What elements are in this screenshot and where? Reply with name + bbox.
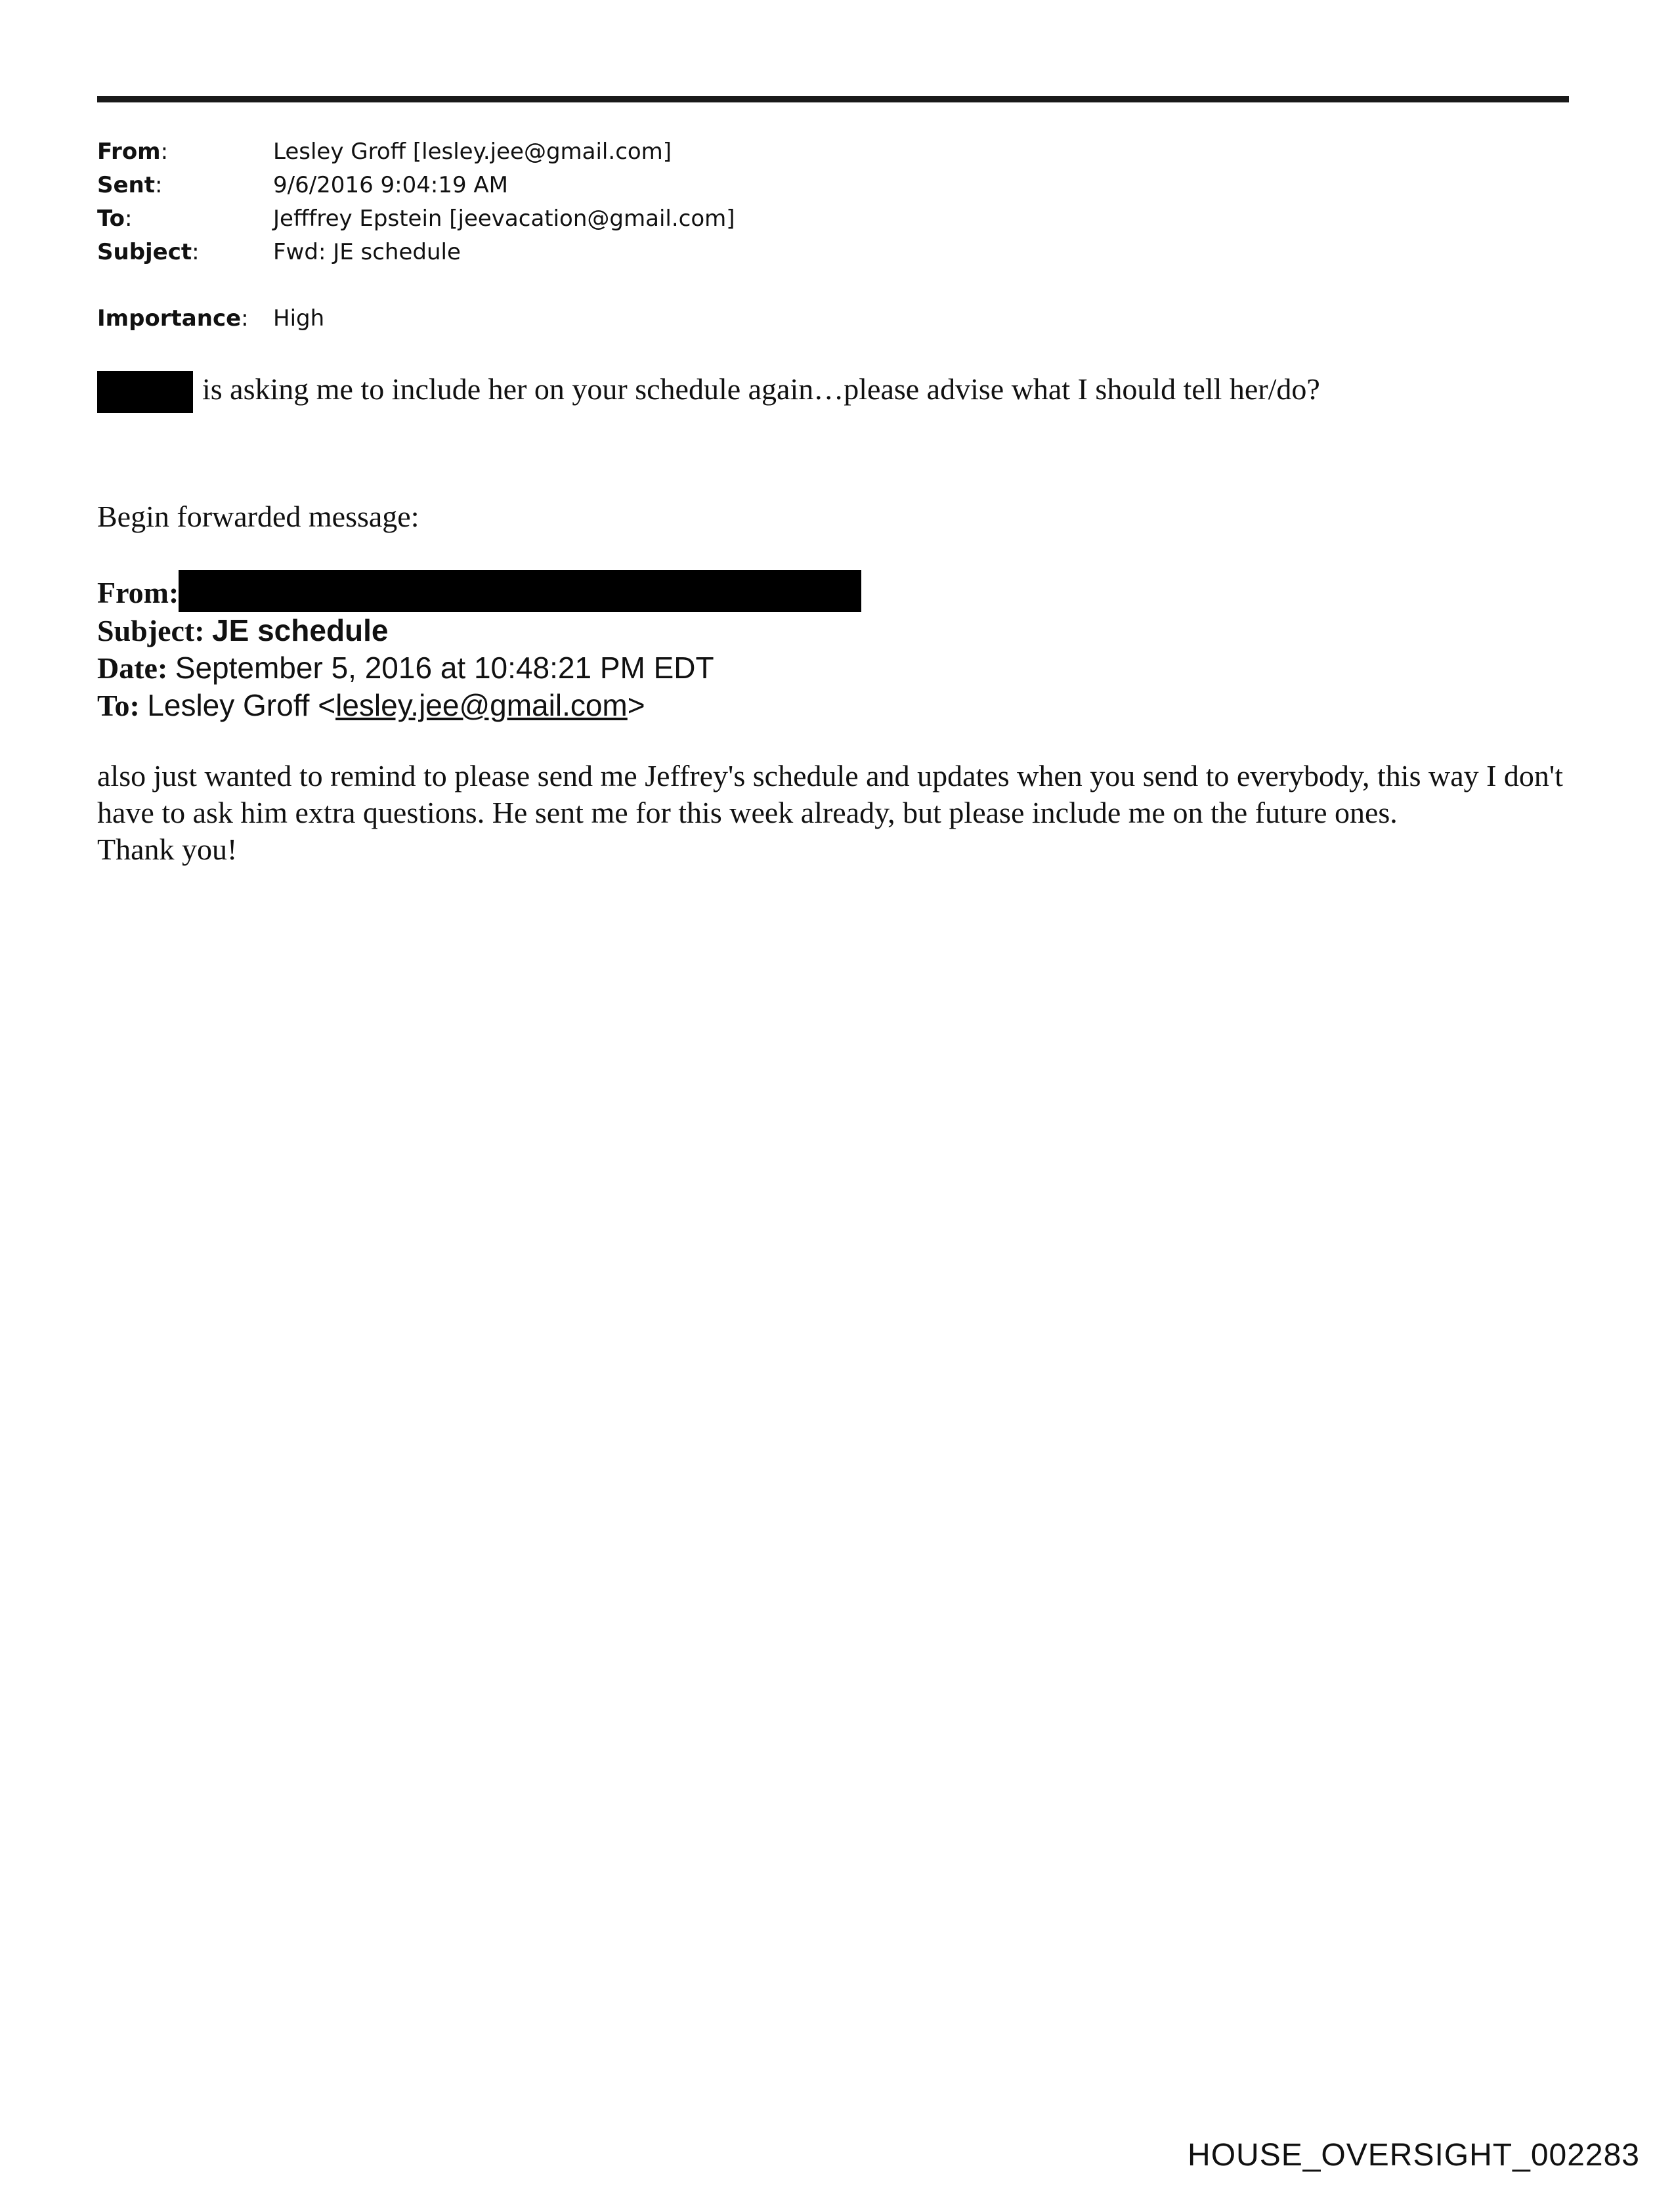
header-subject-row: Subject: Fwd: JE schedule xyxy=(97,236,735,269)
header-from-row: From: Lesley Groff [lesley.jee@gmail.com] xyxy=(97,135,735,169)
header-to-value: Jefffrey Epstein [jeevacation@gmail.com] xyxy=(273,206,735,232)
header-to-row: To: Jefffrey Epstein [jeevacation@gmail.com] xyxy=(97,202,735,236)
forwarded-subject-value: JE schedule xyxy=(212,613,389,647)
forwarded-header xyxy=(97,570,861,724)
forwarded-from-label: From: xyxy=(97,576,179,609)
header-sent-value: 9/6/2016 9:04:19 AM xyxy=(273,172,508,198)
header-sent-row: Sent: 9/6/2016 9:04:19 AM xyxy=(97,169,735,202)
header-sent-label: Sent xyxy=(97,172,156,198)
message-line-1-text: is asking me to include her on your schedule again…please advise what I should tell her/do? xyxy=(202,372,1320,406)
header-to-label: To xyxy=(97,206,125,232)
forwarded-to-name: Lesley Groff < xyxy=(147,688,336,722)
forwarded-from-row xyxy=(97,570,861,612)
header-from-value: Lesley Groff [lesley.jee@gmail.com] xyxy=(273,139,672,165)
top-rule xyxy=(97,96,1569,102)
forwarded-date-value: September 5, 2016 at 10:48:21 PM EDT xyxy=(175,651,714,685)
message-line-1 xyxy=(97,370,1320,413)
email-header xyxy=(97,135,735,336)
forwarded-to-email-link[interactable]: lesley.jee@gmail.com xyxy=(335,688,628,722)
begin-forwarded-text: Begin forwarded message: xyxy=(97,500,419,533)
forwarded-date-label: Date: xyxy=(97,651,168,685)
redaction-box xyxy=(97,371,193,413)
forwarded-subject-label: Subject: xyxy=(97,614,205,647)
forwarded-to-label: To: xyxy=(97,689,140,722)
header-subject-value: Fwd: JE schedule xyxy=(273,239,461,265)
header-importance-label: Importance xyxy=(97,305,242,332)
header-subject-label: Subject xyxy=(97,239,192,265)
forwarded-sign-off: Thank you! xyxy=(97,833,238,866)
forwarded-date-row xyxy=(97,649,861,687)
forwarded-subject-row xyxy=(97,612,861,649)
header-importance-value: High xyxy=(273,305,325,332)
header-importance-row: Importance: High xyxy=(97,302,735,336)
redaction-box xyxy=(179,570,861,612)
forwarded-to-close: > xyxy=(627,688,645,722)
forwarded-body-text: also just wanted to remind to please send me Jeffrey's schedule and updates when you send to everybody, this way I don't have to ask him extra questions. He sent me for this week already, but please include me on the future ones. xyxy=(97,759,1563,829)
forwarded-body xyxy=(97,758,1568,868)
document-id: HOUSE_OVERSIGHT_002283 xyxy=(1188,2138,1640,2173)
header-from-label: From xyxy=(97,139,161,165)
forwarded-to-row xyxy=(97,687,861,724)
